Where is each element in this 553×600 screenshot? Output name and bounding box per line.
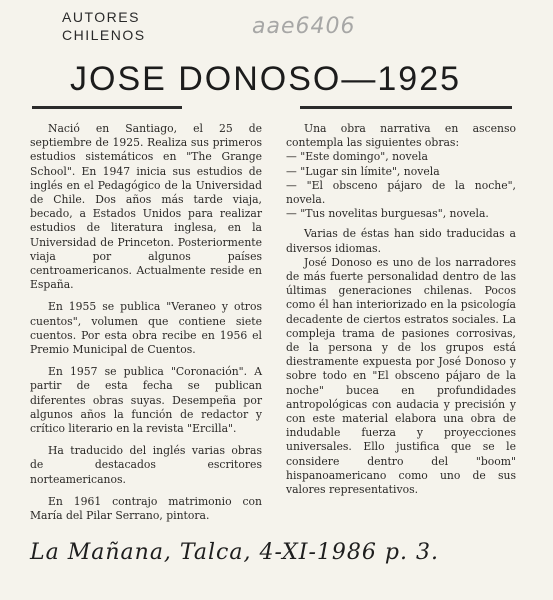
work-item: — "El obsceno pájaro de la noche", novela.	[286, 179, 516, 207]
series-line-2: CHILENOS	[62, 27, 146, 43]
article-title: JOSE DONOSO—1925	[70, 60, 462, 98]
critique-paragraph: José Donoso es uno de los narradores de más fuerte personalidad dentro de las últimas generaciones chilenas. Pocos como él han interiorizado en la psicología decadente de ciertos estratos sociales. La compleja trama de pasiones corrosivas, de la persona y de los grupos está diestramente expuesta por José Donoso y sobre todo en "El obsceno pájaro de la noche" bucea en profundidades antropológicas con audacia y precisión y con este material elabora una obra de indudable fuerza y proyecciones universales. Ello justifica que se le considere dentro del "boom" hispanoamericano como uno de sus valores representativos.	[286, 255, 516, 497]
works-list	[286, 150, 516, 221]
career-paragraph: En 1957 se publica "Coronación". A partir de esta fecha se publican diferentes obras suyas. Desempeña por algunos años la función de redactor y crítico literario en la revista "Ercilla".	[30, 365, 262, 436]
right-column	[286, 122, 516, 497]
series-line-1: AUTORES	[62, 9, 140, 25]
bio-paragraph: Nació en Santiago, el 25 de septiembre de 1925. Realiza sus primeros estudios sistemáticos en "The Grange School". En 1947 inicia sus estudios de inglés en el Pedagógico de la Universidad de Chile. Dos años más tarde viaja, becado, a Estados Unidos para realizar estudios de literatura inglesa, en la Universidad de Princeton. Posteriormente viaja por algunos países centroamericanos. Actualmente reside en España.	[30, 122, 262, 292]
series-label	[62, 8, 146, 44]
title-rule-left	[32, 106, 182, 109]
work-item: — "Este domingo", novela	[286, 150, 516, 164]
works-intro: Una obra narrativa en ascenso contempla las siguientes obras:	[286, 122, 516, 150]
left-column	[30, 122, 262, 523]
handwritten-source-note: La Mañana, Talca, 4-XI-1986 p. 3.	[30, 540, 439, 565]
work-item: — "Lugar sin límite", novela	[286, 165, 516, 179]
publications-paragraph: En 1955 se publica "Veraneo y otros cuentos", volumen que contiene siete cuentos. Por esta obra recibe en 1956 el Premio Municipal de Cuentos.	[30, 300, 262, 357]
translations-note: Varias de éstas han sido traducidas a diversos idiomas.	[286, 227, 516, 255]
translations-paragraph: Ha traducido del inglés varias obras de destacados escritores norteamericanos.	[30, 444, 262, 486]
marriage-paragraph: En 1961 contrajo matrimonio con María del Pilar Serrano, pintora.	[30, 494, 262, 523]
catalog-stamp: aae6406	[252, 14, 356, 39]
title-rule-right	[300, 106, 512, 109]
work-item: — "Tus novelitas burguesas", novela.	[286, 207, 516, 221]
